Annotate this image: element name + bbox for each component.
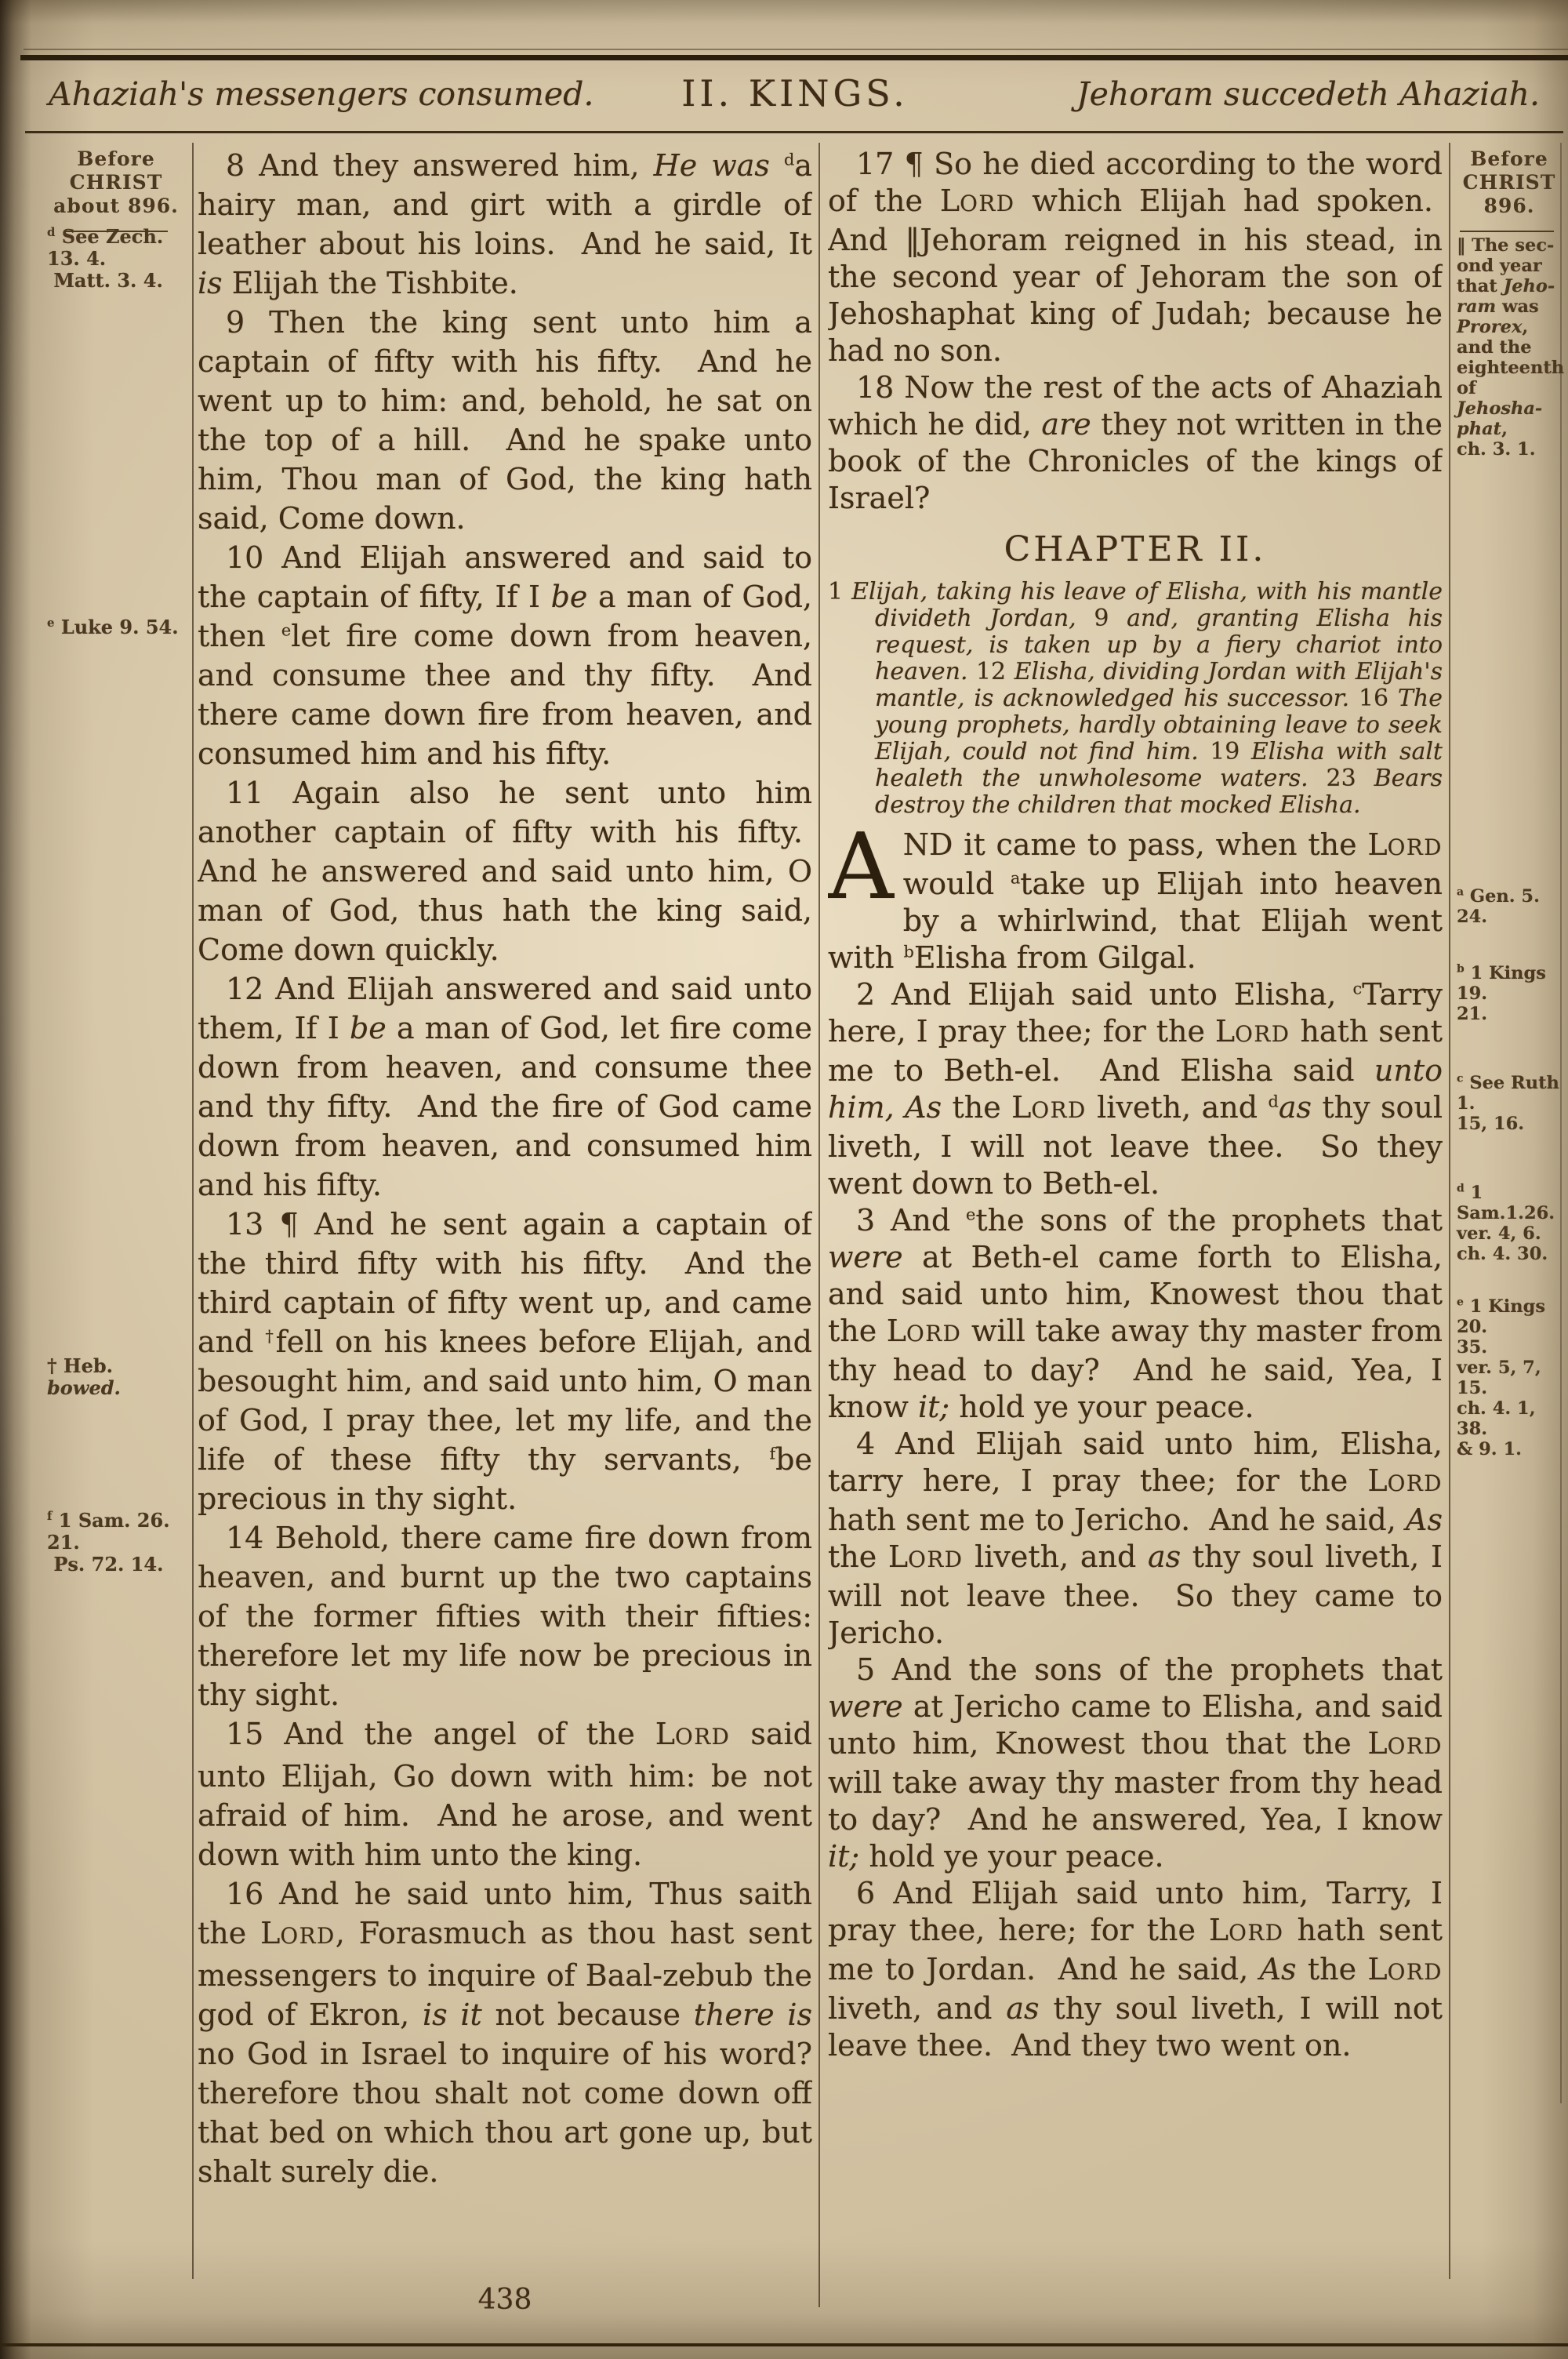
before-christ-date-right (1455, 147, 1563, 232)
left-margin-column (45, 147, 187, 2359)
column-rule-left-margin (192, 143, 194, 2279)
margin-note: $^f$ 1 Sam. 26. 21. Ps. 72. 14. (47, 1509, 170, 1576)
margin-note: † Heb. bowed. (47, 1354, 121, 1399)
margin-note: $^c$ See Ruth 1. 15, 16. (1457, 1072, 1559, 1134)
header-divider-rule (25, 131, 1563, 133)
right-margin-column (1455, 147, 1563, 2359)
left-text-column (198, 146, 812, 2263)
chapter-summary: 1 Elijah, taking his leave of Elisha, with his mantle divideth Jordan, 9 and, granting Elisha his request, is taken up by a fiery chariot into heaven. 12 Elisha, dividing Jordan with Elijah's mantle, is acknowledged his successor. 16 The young prophets, hardly obtaining leave to seek Elijah, could not find him. 19 Elisha with salt healeth the unwholesome waters. 23 Bears destroy the children that mocked Elisha. (828, 578, 1443, 819)
margin-note: $^b$ 1 Kings 19. 21. (1457, 962, 1546, 1024)
verse-paragraph: 11 Again also he sent unto him another captain of fifty with his fifty. And he answered and said unto him, O man of God, thus hath the king said, Come down quickly. (198, 776, 812, 967)
verse-paragraph: 15 And the angel of the LORD said unto Elijah, Go down with him: be not afraid of him. And he arose, and went down with him unto the king. (198, 1717, 812, 1872)
bc-line: Before (1470, 147, 1548, 170)
page-number: 438 (477, 2284, 532, 2316)
column-rule-right-margin (1449, 143, 1450, 2279)
verse-paragraph: 12 And Elijah answered and said unto them, If I be a man of God, let fire come down from heaven, and consume thee and thy fifty. And the fire of God came down from heaven, and consumed him and his fifty. (198, 972, 812, 1202)
bc-line: about 896. (53, 194, 179, 217)
verse-paragraph-dropcap (828, 814, 1443, 976)
margin-note: $^e$ 1 Kings 20. 35. ver. 5, 7, 15. ch. 4. 1, 38. & 9. 1. (1457, 1296, 1546, 1459)
bc-line: CHRIST (1462, 171, 1556, 194)
top-border-thin-rule (24, 49, 1568, 50)
verse-paragraph: 2 And Elijah said unto Elisha, $^c$Tarry here, I pray thee; for the LORD hath sent me to Beth-el. And Elisha said unto him, As the LORD liveth, and $^d$as thy soul liveth, I will not leave thee. So they went down to Beth-el. (828, 977, 1443, 1201)
bottom-border-rule (0, 2343, 1568, 2346)
drop-cap: A (828, 814, 894, 920)
before-christ-date-left (45, 147, 187, 232)
verse-paragraph: 17 ¶ So he died according to the word of the LORD which Elijah had spoken. And ‖Jehoram reigned in his stead, in the second year of Jehoram the son of Jehoshaphat king of Judah; because he had no son. (828, 147, 1443, 368)
verse-paragraph: 6 And Elijah said unto him, Tarry, I pray thee, here; for the LORD hath sent me to Jordan. And he said, As the LORD liveth, and as thy soul liveth, I will not leave thee. And they two went on. (828, 1876, 1443, 2063)
running-head-left: Ahaziah's messengers consumed. (49, 75, 594, 113)
margin-note: ‖ The sec- ond year that Jeho- ram was Prorex, and the eighteenth of Jehosha- phat, ch. 3. 1. (1457, 235, 1565, 460)
opening-verse-text: ND it came to pass, when the LORD would $^a$take up Elijah into heaven by a whirlwind, that Elijah went with $^b$Elisha from Gilgal. (828, 827, 1443, 975)
column-rule-center (818, 143, 820, 2307)
verse-paragraph: 3 And $^e$the sons of the prophets that were at Beth-el came forth to Elisha, and said unto him, Knowest thou that the LORD will take away thy master from thy head to day? And he said, Yea, I know it; hold ye your peace. (828, 1203, 1443, 1424)
verse-paragraph: 16 And he said unto him, Thus saith the LORD, Forasmuch as thou hast sent messengers to inquire of Baal-zebub the god of Ekron, is it not because there is no God in Israel to inquire of his word? therefore thou shalt not come down off that bed on which thou art gone up, but shalt surely die. (198, 1877, 812, 2189)
margin-rule (1460, 231, 1554, 232)
running-header (31, 69, 1559, 125)
bc-line: Before (77, 147, 155, 170)
verse-paragraph: 13 ¶ And he sent again a captain of the third fifty with his fifty. And the third captain of fifty went up, and came and †fell on his knees before Elijah, and besought him, and said unto him, O man of God, I pray thee, let my life, and the life of these fifty thy servants, $^f$be precious in thy sight. (198, 1207, 812, 1516)
bc-line: 896. (1483, 194, 1535, 217)
right-text-column (828, 146, 1443, 2295)
book-title: II. KINGS. (681, 72, 909, 114)
margin-note: $^e$ Luke 9. 54. (47, 616, 179, 638)
top-border-rule (20, 55, 1568, 60)
margin-note: $^d$ 1 Sam.1.26. ver. 4, 6. ch. 4. 30. (1457, 1182, 1555, 1264)
margin-note: $^a$ Gen. 5. 24. (1457, 885, 1540, 927)
verse-paragraph: 4 And Elijah said unto him, Elisha, tarry here, I pray thee; for the LORD hath sent me to Jericho. And he said, As the LORD liveth, and as thy soul liveth, I will not leave thee. So they came to Jericho. (828, 1427, 1443, 1650)
verse-paragraph: 14 Behold, there came fire down from heaven, and burnt up the two captains of the former fifties with their fifties: therefore let my life now be precious in thy sight. (198, 1521, 812, 1712)
verse-paragraph: 9 Then the king sent unto him a captain of fifty with his fifty. And he went up to him: and, behold, he sat on the top of a hill. And he spake unto him, Thou man of God, the king hath said, Come down. (198, 305, 812, 536)
verse-paragraph: 5 And the sons of the prophets that were at Jericho came to Elisha, and said unto him, Knowest thou that the LORD will take away thy master from thy head to day? And he answered, Yea, I know it; hold ye your peace. (828, 1652, 1443, 1874)
verse-paragraph: 10 And Elijah answered and said to the captain of fifty, If I be a man of God, then $^e$let fire come down from heaven, and consume thee and thy fifty. And there came down fire from heaven, and consumed him and his fifty. (198, 540, 812, 771)
chapter-heading: CHAPTER II. (1004, 529, 1267, 569)
verse-paragraph: 8 And they answered him, He was $^d$a hairy man, and girt with a girdle of leather about his loins. And he said, It is Elijah the Tishbite. (198, 148, 812, 300)
margin-note: $^d$ See Zech. 13. 4. Matt. 3. 4. (47, 225, 164, 292)
bc-line: CHRIST (69, 171, 163, 194)
running-head-right: Jehoram succedeth Ahaziah. (1076, 75, 1540, 113)
verse-paragraph: 18 Now the rest of the acts of Ahaziah which he did, are they not written in the book of the Chronicles of the kings of Israel? (828, 370, 1443, 515)
